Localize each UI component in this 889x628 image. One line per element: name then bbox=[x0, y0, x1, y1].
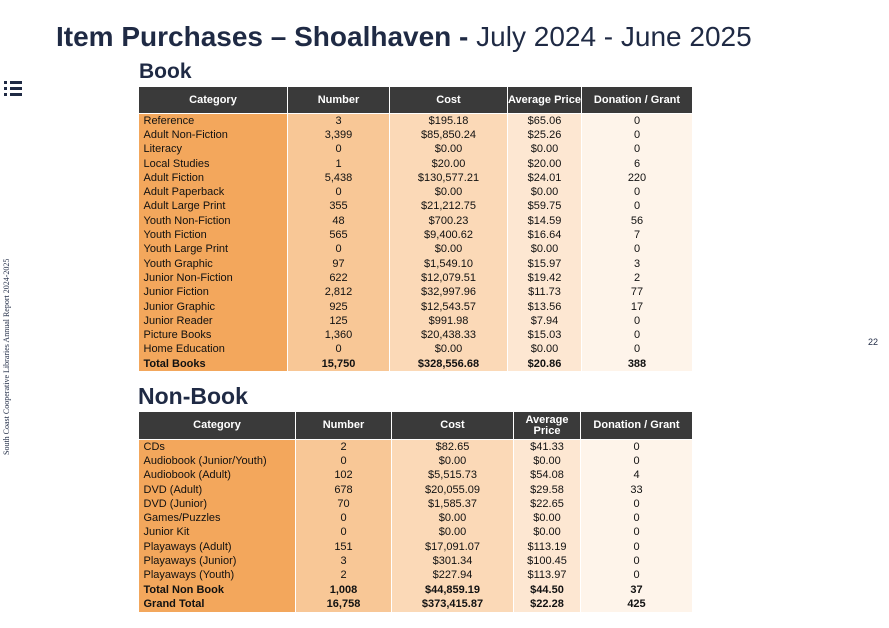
value-cell: 388 bbox=[582, 357, 693, 371]
value-cell: $1,585.37 bbox=[392, 497, 514, 511]
value-cell: $0.00 bbox=[508, 243, 582, 257]
value-cell: 70 bbox=[296, 497, 392, 511]
value-cell: $991.98 bbox=[390, 314, 508, 328]
category-cell: Playaways (Junior) bbox=[139, 554, 296, 568]
value-cell: 0 bbox=[288, 343, 390, 357]
value-cell: 5,438 bbox=[288, 171, 390, 185]
column-header: Category bbox=[139, 87, 288, 114]
table-row bbox=[139, 257, 693, 271]
category-cell: Junior Reader bbox=[139, 314, 288, 328]
value-cell: $20.00 bbox=[508, 157, 582, 171]
value-cell: $15.97 bbox=[508, 257, 582, 271]
value-cell: 622 bbox=[288, 271, 390, 285]
category-cell: Grand Total bbox=[139, 597, 296, 611]
table-row bbox=[139, 300, 693, 314]
value-cell: $5,515.73 bbox=[392, 469, 514, 483]
category-cell: Audiobook (Adult) bbox=[139, 469, 296, 483]
table-row bbox=[139, 214, 693, 228]
column-header: Category bbox=[139, 412, 296, 440]
table-row bbox=[139, 286, 693, 300]
value-cell: $328,556.68 bbox=[390, 357, 508, 371]
column-header: Cost bbox=[392, 412, 514, 440]
table-row bbox=[139, 143, 693, 157]
value-cell: $7.94 bbox=[508, 314, 582, 328]
value-cell: 3 bbox=[582, 257, 693, 271]
vertical-report-label: South Coast Cooperative Libraries Annual Report 2024-2025 bbox=[2, 258, 11, 455]
page-number: 22 bbox=[868, 337, 879, 347]
category-cell: Total Non Book bbox=[139, 583, 296, 597]
value-cell: $22.65 bbox=[514, 497, 581, 511]
page-title bbox=[56, 20, 752, 54]
value-cell: 355 bbox=[288, 200, 390, 214]
value-cell: 0 bbox=[581, 440, 693, 455]
table-row bbox=[139, 185, 693, 199]
value-cell: 17 bbox=[582, 300, 693, 314]
value-cell: $0.00 bbox=[508, 343, 582, 357]
nonbook-table-header bbox=[139, 412, 693, 440]
value-cell: $0.00 bbox=[390, 243, 508, 257]
value-cell: $44,859.19 bbox=[392, 583, 514, 597]
column-header: Number bbox=[296, 412, 392, 440]
table-row bbox=[139, 454, 693, 468]
value-cell: $17,091.07 bbox=[392, 540, 514, 554]
table-row bbox=[139, 469, 693, 483]
value-cell: 1,008 bbox=[296, 583, 392, 597]
category-cell: Games/Puzzles bbox=[139, 511, 296, 525]
value-cell: $195.18 bbox=[390, 114, 508, 129]
value-cell: $20.00 bbox=[390, 157, 508, 171]
value-cell: $130,577.21 bbox=[390, 171, 508, 185]
category-cell: DVD (Adult) bbox=[139, 483, 296, 497]
value-cell: $19.42 bbox=[508, 271, 582, 285]
category-cell: Adult Paperback bbox=[139, 185, 288, 199]
value-cell: 33 bbox=[581, 483, 693, 497]
category-cell: Junior Graphic bbox=[139, 300, 288, 314]
value-cell: 0 bbox=[288, 143, 390, 157]
value-cell: 15,750 bbox=[288, 357, 390, 371]
column-header: Cost bbox=[390, 87, 508, 114]
value-cell: 0 bbox=[582, 343, 693, 357]
value-cell: 925 bbox=[288, 300, 390, 314]
table-row bbox=[139, 497, 693, 511]
category-cell: Youth Fiction bbox=[139, 228, 288, 242]
value-cell: $0.00 bbox=[392, 511, 514, 525]
value-cell: 3,399 bbox=[288, 128, 390, 142]
column-header: Donation / Grant bbox=[582, 87, 693, 114]
value-cell: $9,400.62 bbox=[390, 228, 508, 242]
list-icon[interactable] bbox=[4, 81, 24, 97]
value-cell: 77 bbox=[582, 286, 693, 300]
value-cell: $227.94 bbox=[392, 569, 514, 583]
value-cell: 0 bbox=[296, 526, 392, 540]
table-row bbox=[139, 114, 693, 129]
value-cell: 2 bbox=[296, 569, 392, 583]
value-cell: $12,543.57 bbox=[390, 300, 508, 314]
value-cell: $13.56 bbox=[508, 300, 582, 314]
value-cell: $85,850.24 bbox=[390, 128, 508, 142]
value-cell: 425 bbox=[581, 597, 693, 611]
book-section-title: Book bbox=[139, 60, 192, 83]
value-cell: 0 bbox=[581, 540, 693, 554]
category-cell: Picture Books bbox=[139, 328, 288, 342]
value-cell: 0 bbox=[288, 243, 390, 257]
value-cell: $0.00 bbox=[390, 143, 508, 157]
value-cell: 2 bbox=[296, 440, 392, 455]
value-cell: $20.86 bbox=[508, 357, 582, 371]
table-row bbox=[139, 200, 693, 214]
table-row bbox=[139, 271, 693, 285]
category-cell: Adult Non-Fiction bbox=[139, 128, 288, 142]
table-row bbox=[139, 554, 693, 568]
table-total-row bbox=[139, 357, 693, 371]
value-cell: 2 bbox=[582, 271, 693, 285]
table-row bbox=[139, 569, 693, 583]
value-cell: 0 bbox=[581, 511, 693, 525]
value-cell: $0.00 bbox=[514, 511, 581, 525]
value-cell: 151 bbox=[296, 540, 392, 554]
value-cell: $0.00 bbox=[514, 454, 581, 468]
category-cell: Youth Non-Fiction bbox=[139, 214, 288, 228]
value-cell: $0.00 bbox=[508, 185, 582, 199]
category-cell: Home Education bbox=[139, 343, 288, 357]
value-cell: 97 bbox=[288, 257, 390, 271]
category-cell: Junior Fiction bbox=[139, 286, 288, 300]
value-cell: 678 bbox=[296, 483, 392, 497]
value-cell: $15.03 bbox=[508, 328, 582, 342]
table-row bbox=[139, 171, 693, 185]
category-cell: CDs bbox=[139, 440, 296, 455]
value-cell: 0 bbox=[288, 185, 390, 199]
value-cell: $373,415.87 bbox=[392, 597, 514, 611]
table-row bbox=[139, 511, 693, 525]
value-cell: $0.00 bbox=[390, 185, 508, 199]
nonbook-table bbox=[138, 411, 693, 612]
table-row bbox=[139, 157, 693, 171]
value-cell: 0 bbox=[581, 554, 693, 568]
value-cell: $54.08 bbox=[514, 469, 581, 483]
value-cell: $25.26 bbox=[508, 128, 582, 142]
value-cell: 0 bbox=[296, 511, 392, 525]
value-cell: $29.58 bbox=[514, 483, 581, 497]
value-cell: $700.23 bbox=[390, 214, 508, 228]
table-row bbox=[139, 228, 693, 242]
value-cell: 102 bbox=[296, 469, 392, 483]
value-cell: 3 bbox=[288, 114, 390, 129]
category-cell: Reference bbox=[139, 114, 288, 129]
category-cell: Youth Graphic bbox=[139, 257, 288, 271]
table-row bbox=[139, 314, 693, 328]
value-cell: $113.19 bbox=[514, 540, 581, 554]
category-cell: Local Studies bbox=[139, 157, 288, 171]
category-cell: Youth Large Print bbox=[139, 243, 288, 257]
value-cell: $1,549.10 bbox=[390, 257, 508, 271]
table-row bbox=[139, 343, 693, 357]
column-header: Average Price bbox=[514, 412, 581, 440]
value-cell: 0 bbox=[582, 128, 693, 142]
value-cell: $32,997.96 bbox=[390, 286, 508, 300]
page-title-main: Item Purchases – Shoalhaven - bbox=[56, 21, 469, 52]
book-table-header bbox=[139, 87, 693, 114]
value-cell: $22.28 bbox=[514, 597, 581, 611]
value-cell: 0 bbox=[582, 314, 693, 328]
value-cell: $0.00 bbox=[514, 526, 581, 540]
nonbook-section-title: Non-Book bbox=[138, 383, 248, 409]
value-cell: $100.45 bbox=[514, 554, 581, 568]
value-cell: $82.65 bbox=[392, 440, 514, 455]
value-cell: 565 bbox=[288, 228, 390, 242]
column-header: Donation / Grant bbox=[581, 412, 693, 440]
value-cell: 0 bbox=[581, 454, 693, 468]
value-cell: 220 bbox=[582, 171, 693, 185]
book-table bbox=[138, 86, 693, 371]
value-cell: $44.50 bbox=[514, 583, 581, 597]
table-row bbox=[139, 243, 693, 257]
category-cell: DVD (Junior) bbox=[139, 497, 296, 511]
value-cell: 0 bbox=[581, 497, 693, 511]
category-cell: Total Books bbox=[139, 357, 288, 371]
column-header: Number bbox=[288, 87, 390, 114]
value-cell: $0.00 bbox=[392, 454, 514, 468]
category-cell: Junior Non-Fiction bbox=[139, 271, 288, 285]
category-cell: Literacy bbox=[139, 143, 288, 157]
value-cell: 6 bbox=[582, 157, 693, 171]
value-cell: 0 bbox=[581, 569, 693, 583]
table-row bbox=[139, 328, 693, 342]
value-cell: 7 bbox=[582, 228, 693, 242]
category-cell: Adult Fiction bbox=[139, 171, 288, 185]
value-cell: 0 bbox=[582, 143, 693, 157]
value-cell: 56 bbox=[582, 214, 693, 228]
category-cell: Playaways (Adult) bbox=[139, 540, 296, 554]
value-cell: $14.59 bbox=[508, 214, 582, 228]
category-cell: Audiobook (Junior/Youth) bbox=[139, 454, 296, 468]
table-row bbox=[139, 483, 693, 497]
category-cell: Playaways (Youth) bbox=[139, 569, 296, 583]
value-cell: $113.97 bbox=[514, 569, 581, 583]
table-row bbox=[139, 128, 693, 142]
value-cell: $21,212.75 bbox=[390, 200, 508, 214]
value-cell: $59.75 bbox=[508, 200, 582, 214]
value-cell: 0 bbox=[582, 328, 693, 342]
value-cell: $16.64 bbox=[508, 228, 582, 242]
value-cell: 3 bbox=[296, 554, 392, 568]
table-row bbox=[139, 526, 693, 540]
value-cell: $20,055.09 bbox=[392, 483, 514, 497]
value-cell: 0 bbox=[582, 243, 693, 257]
value-cell: $301.34 bbox=[392, 554, 514, 568]
value-cell: $12,079.51 bbox=[390, 271, 508, 285]
value-cell: 2,812 bbox=[288, 286, 390, 300]
value-cell: $11.73 bbox=[508, 286, 582, 300]
table-total-row bbox=[139, 597, 693, 611]
category-cell: Adult Large Print bbox=[139, 200, 288, 214]
value-cell: $0.00 bbox=[392, 526, 514, 540]
page-title-period: July 2024 - June 2025 bbox=[468, 21, 752, 52]
value-cell: $20,438.33 bbox=[390, 328, 508, 342]
value-cell: 0 bbox=[296, 454, 392, 468]
value-cell: $65.06 bbox=[508, 114, 582, 129]
value-cell: $0.00 bbox=[508, 143, 582, 157]
value-cell: 0 bbox=[582, 114, 693, 129]
value-cell: 16,758 bbox=[296, 597, 392, 611]
value-cell: 0 bbox=[582, 200, 693, 214]
value-cell: $0.00 bbox=[390, 343, 508, 357]
table-row bbox=[139, 540, 693, 554]
value-cell: 1 bbox=[288, 157, 390, 171]
column-header: Average Price bbox=[508, 87, 582, 114]
table-total-row bbox=[139, 583, 693, 597]
value-cell: 4 bbox=[581, 469, 693, 483]
value-cell: 0 bbox=[581, 526, 693, 540]
value-cell: 48 bbox=[288, 214, 390, 228]
value-cell: 0 bbox=[582, 185, 693, 199]
category-cell: Junior Kit bbox=[139, 526, 296, 540]
value-cell: $24.01 bbox=[508, 171, 582, 185]
table-row bbox=[139, 440, 693, 455]
value-cell: 37 bbox=[581, 583, 693, 597]
value-cell: $41.33 bbox=[514, 440, 581, 455]
value-cell: 125 bbox=[288, 314, 390, 328]
value-cell: 1,360 bbox=[288, 328, 390, 342]
